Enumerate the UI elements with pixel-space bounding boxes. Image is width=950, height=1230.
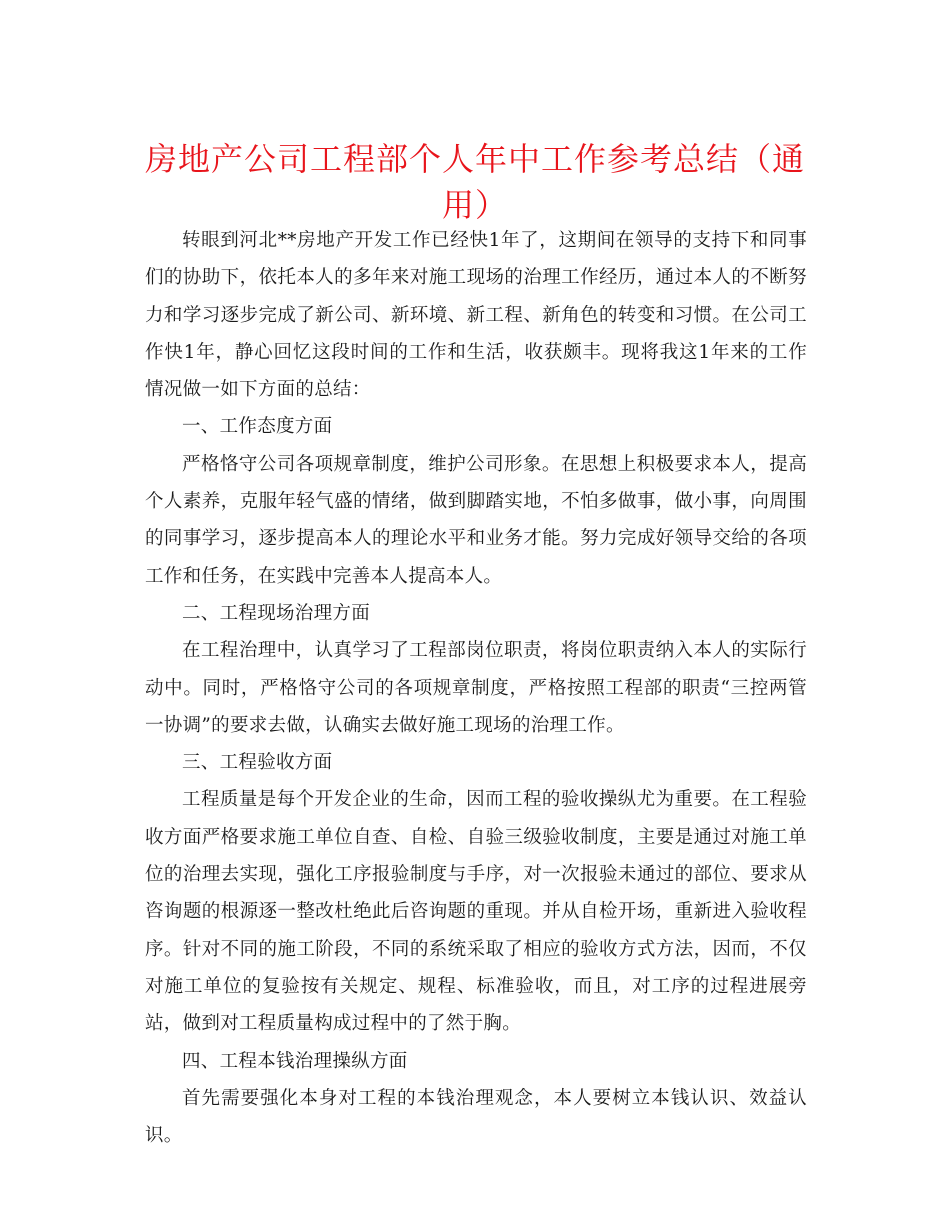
paragraph-intro: 转眼到河北**房地产开发工作已经快1年了，这期间在领导的支持下和同事们的协助下，依托本人的多年来对施工现场的治理工作经历，通过本人的不断努力和学习逐步完成了新公司、新环境、新工程、新角色的转变和习惯。在公司工作快1年，静心回忆这段时间的工作和生活，收获颇丰。现将我这1年来的工作情况做一如下方面的总结： bbox=[145, 230, 807, 401]
section-heading-cost-control: 四、工程本钱治理操纵方面 bbox=[182, 1050, 408, 1072]
paragraph-cost-control: 首先需要强化本身对工程的本钱治理观念，本人要树立本钱认识、效益认识。 bbox=[145, 1087, 807, 1147]
document-title: 房地产公司工程部个人年中工作参考总结（通用） bbox=[145, 140, 806, 224]
section-heading-acceptance: 三、工程验收方面 bbox=[182, 752, 333, 774]
section-heading-work-attitude: 一、工作态度方面 bbox=[182, 416, 333, 438]
document-body bbox=[145, 222, 807, 1154]
paragraph-site-management: 在工程治理中，认真学习了工程部岗位职责，将岗位职责纳入本人的实际行动中。同时，严格恪守公司的各项规章制度，严格按照工程部的职责“三控两管一协调”的要求去做，认确实去做好施工现场的治理工作。 bbox=[145, 640, 807, 736]
paragraph-work-attitude: 严格恪守公司各项规章制度，维护公司形象。在思想上积极要求本人，提高个人素养，克服年轻气盛的情绪，做到脚踏实地，不怕多做事，做小事，向周围的同事学习，逐步提高本人的理论水平和业务才能。努力完成好领导交给的各项工作和任务，在实践中完善本人提高本人。 bbox=[145, 453, 807, 587]
section-heading-site-management: 二、工程现场治理方面 bbox=[182, 602, 371, 624]
paragraph-acceptance: 工程质量是每个开发企业的生命，因而工程的验收操纵尤为重要。在工程验收方面严格要求施工单位自查、自检、自验三级验收制度，主要是通过对施工单位的治理去实现，强化工序报验制度与手序，对一次报验未通过的部位、要求从咨询题的根源逐一整改杜绝此后咨询题的重现。并从自检开场，重新进入验收程序。针对不同的施工阶段，不同的系统采取了相应的验收方式方法，因而，不仅对施工单位的复验按有关规定、规程、标准验收，而且，对工序的过程进展旁站，做到对工程质量构成过程中的了然于胸。 bbox=[145, 789, 807, 1035]
